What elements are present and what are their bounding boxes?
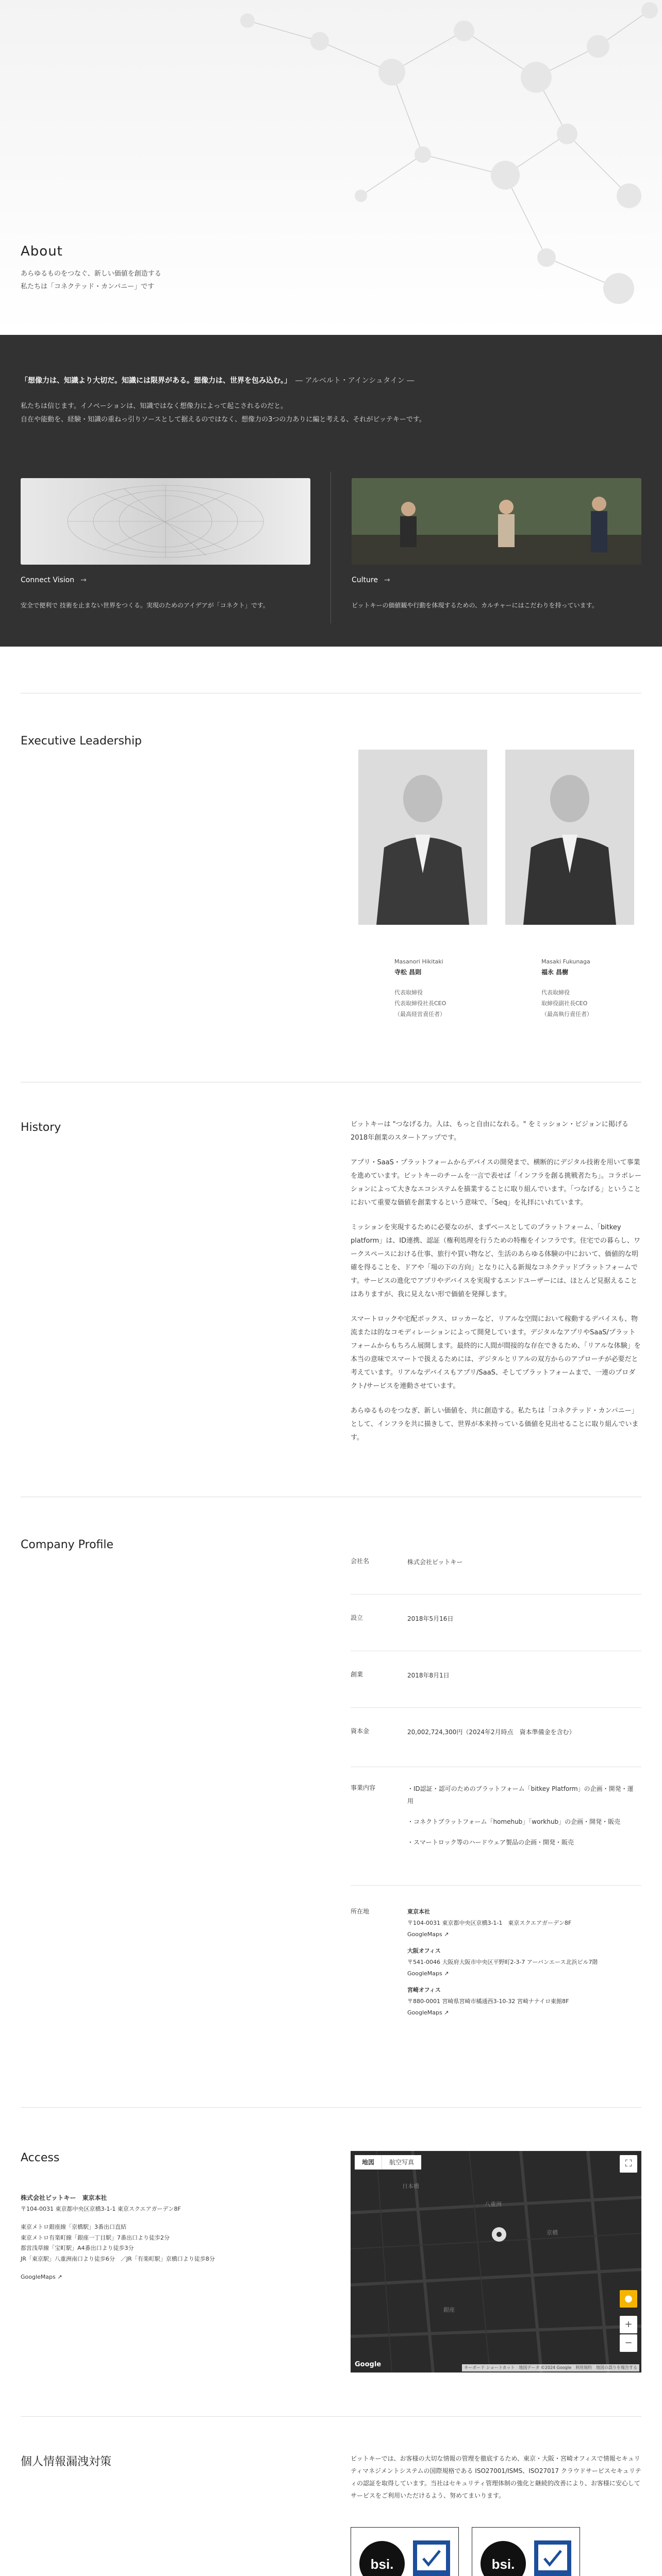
network-sphere-graphic — [21, 478, 310, 565]
philosophy-body: 私たちは信じます。イノベーションは、知識ではなく想像力によって起こされるのだと。 自在や能動を、経験・知識の重ねっ引りソースとして据えるのではなく、想像力の3つの力ありに編と考える、それがビッテキーです。 — [21, 402, 426, 423]
profile-value: 2018年5月16日 — [407, 1615, 454, 1622]
profile-row-offices — [351, 1906, 641, 2066]
google-logo: Google — [355, 2360, 382, 2368]
profile-label: 資本金 — [351, 1727, 370, 1735]
iso-cert-badge — [472, 2527, 580, 2576]
exec-role: 代表取締役 取締役副社長CEO （最高執行責任者） — [541, 989, 592, 1018]
map-label: 日本橋 — [402, 2183, 419, 2190]
profile-value: 2018年8月1日 — [407, 1672, 450, 1679]
map-label: 八重洲 — [485, 2201, 502, 2208]
access-info: 株式会社ビットキー 東京本社 〒104-0031 東京都中央区京橋3-1-1 東京スクエアガーデン8F 東京メトロ銀座線「京橋駅」3番出口直結 東京メトロ有楽町線「銀座一丁目駅」7番出口より徒歩2分 都営浅草線「宝町駅」A4番出口より徒歩3分 JR「東京駅」八重洲南口より徒歩6分 ／JR「有楽町駅」京橋口より徒歩8分 GoogleMaps ↗ — [21, 2192, 309, 2283]
privacy-title: 個人情報漏洩対策 — [21, 2455, 112, 2468]
page-title: About — [21, 244, 63, 259]
profile-label: 創業 — [351, 1671, 363, 1678]
office-list — [407, 1906, 639, 2019]
culture-link[interactable]: Culture → — [352, 576, 390, 584]
profile-value: 株式会社ビットキー — [407, 1558, 463, 1566]
zoom-out-icon[interactable]: − — [620, 2334, 637, 2352]
svg-text:bsi.: bsi. — [491, 2556, 515, 2572]
privacy-text: ビットキーでは、お客様の大切な情報の管理を徹底するため、東京・大阪・宮崎オフィスで情報セキュリティマネジメントシステムの国際規格である ISO27001/ISMS、ISO27017 クラウドサービスセキュリティの認証を取得しています。当社はセキュリティ管理体制の強化と継続的改善により、お客様に安心してサービスをご利用いただけるよう、努めてまいります。 — [351, 2455, 641, 2499]
quote-author: ― アルベルト・アインシュタイン ― — [295, 377, 415, 385]
googlemaps-link[interactable]: GoogleMaps ↗ — [407, 1931, 449, 1938]
profile-title: Company Profile — [21, 1538, 114, 1551]
list-item: ・スマートロック等のハードウェア製品の企画・開発・販売 — [407, 1839, 574, 1846]
business-list — [407, 1783, 639, 1849]
profile-value: 20,002,724,300円（2024年2月時点 資本準備金を含む） — [407, 1728, 575, 1736]
street-view-icon[interactable]: ● — [620, 2290, 637, 2308]
exec-photo — [358, 750, 487, 925]
team-photo — [352, 478, 641, 565]
history-title: History — [21, 1121, 61, 1134]
arrow-right-icon: → — [80, 576, 87, 584]
zoom-in-icon[interactable]: + — [620, 2316, 637, 2333]
profile-row — [351, 1556, 641, 1595]
list-item: ・ID認証・認可のためのプラットフォーム「bitkey Platform」の企画・開発・運用 — [407, 1785, 634, 1805]
profile-row — [351, 1613, 641, 1651]
exec-name-ja: 寺松 昌則 — [394, 968, 422, 976]
tab-satellite[interactable]: 航空写真 — [382, 2155, 421, 2170]
hero-tagline: あらゆるものをつなぐ、新しい価値を創造する 私たちは「コネクテッド・カンパニー」です — [21, 270, 161, 291]
exec-card — [394, 957, 446, 1020]
map-label: 銀座 — [443, 2307, 455, 2313]
exec-name-en: Masaki Fukunaga — [541, 958, 590, 965]
profile-label: 会社名 — [351, 1557, 370, 1565]
exec-name-en: Masanori Hikitaki — [394, 958, 443, 965]
einstein-quote: 「想像力は、知識より大切だ。知識には限界がある。想像力は、世界を包み込む。」 ― アルベルト・アインシュタイン ― — [21, 377, 415, 385]
tab-map[interactable]: 地図 — [355, 2155, 382, 2170]
section-divider — [21, 2416, 641, 2417]
profile-row — [351, 1669, 641, 1708]
profile-label: 設立 — [351, 1614, 363, 1621]
googlemaps-link[interactable]: GoogleMaps ↗ — [407, 2009, 449, 2016]
googlemaps-link[interactable]: GoogleMaps ↗ — [407, 1970, 449, 1977]
office-item: 大阪オフィス 〒541-0046 大阪府大阪市中央区平野町2-3-7 アーバンエース北浜ビル7階 GoogleMaps ↗ — [407, 1945, 639, 1979]
card-divider — [330, 471, 331, 623]
fullscreen-icon[interactable]: ⛶ — [620, 2155, 637, 2173]
profile-row — [351, 1726, 641, 1767]
map-attribution: キーボード ショートカット 地図データ ©2024 Google 利用規約 地図の誤りを報告する — [462, 2364, 639, 2371]
google-map[interactable] — [351, 2151, 641, 2372]
arrow-right-icon: → — [384, 576, 390, 584]
list-item: ・コネクトプラットフォーム「homehub」「workhub」の企画・開発・販売 — [407, 1818, 621, 1825]
map-label: 京橋 — [547, 2229, 558, 2236]
profile-label: 事業内容 — [351, 1784, 376, 1791]
leadership-title: Executive Leadership — [21, 735, 142, 748]
profile-label: 所在地 — [351, 1908, 370, 1915]
exec-role: 代表取締役 代表取締役社長CEO （最高経営責任者） — [394, 989, 446, 1018]
profile-row-business — [351, 1783, 641, 1886]
map-type-tabs — [355, 2155, 421, 2170]
exec-photo — [505, 750, 634, 925]
connect-vision-image[interactable] — [21, 478, 310, 565]
office-item: 東京本社 〒104-0031 東京都中央区京橋3-1-1 東京スクエアガーデン8F GoogleMaps ↗ — [407, 1906, 639, 1940]
exec-card — [541, 957, 592, 1020]
exec-name-ja: 福永 昌樹 — [541, 968, 569, 976]
section-divider — [21, 2107, 641, 2108]
history-body: ビットキーは "つなげる力。人は、もっと自由になれる。" をミッション・ビジョンに掲げる2018年創業のスタートアップです。 アプリ・SaaS・プラットフォームからデバイスの開発まで、横断的にデジタル技術を用いて事業を進めています。ビットキーのチームを一言で表せば「インフラを創る挑戦者たち」。コラボレーションによって大きなエコシステムを描業することに取り組んでいます。「つなげる」ということにおいて重要な価値を創業するという意味で、「Seq」を礼拝にいれています。 ミッションを実現するために必要なのが、まずベースとしてのプラットフォーム、「bitkey platform」は、ID連携、認証（権利処理を行うための特権をインフラです。住宅での暮らし、ワークスペースにおける仕事、旅行や買い物など、生活のあらゆる体験の中において、価値的な明確を得ることを、ドアや「場の下の方向」となりに入る新規なコネクテッドプラットフォームです。サービスの進化でアプリやデバイスを実現するエンドユーザーには、ほとんど見据えることはありますが、我に見えない形で価値を発揮します。 スマートロックや宅配ボックス、ロッカーなど、リアルな空間において稼動するデバイスも、物流または的なコモディレーションによって開発しています。デジタルなアプリやSaaS/プラットフォームからもちろん展開します。最終的に人間が間接的な存在できるため、「リアルな体験」を本当の意味でスマートで扱えるためには、デジタルとリアルの双方からのアプローチが必要だと考えています。リアルなデバイスもアプリ/SaaS、そしてプラットフォームまで、一連のプロダクト/サービスを連動させています。 あらゆるものをつなぎ、新しい価値を、共に創造する。私たちは「コネクテッド・カンパニー」として、インフラを共に描きして、世界が本来持っている価値を見出せることに取り組んでいます。 — [351, 1121, 641, 1442]
svg-text:bsi.: bsi. — [370, 2556, 394, 2572]
connect-vision-desc: 安全で便利で 技術を止まない世界をつくる。実現のためのアイデアが「コネクト」です。 — [21, 602, 269, 609]
connect-vision-link[interactable]: Connect Vision → — [21, 576, 87, 584]
access-title: Access — [21, 2151, 60, 2164]
culture-desc: ビットキーの価値観や行動を体現するための、カルチャーにはこだわりを持っています。 — [352, 602, 598, 609]
office-item: 宮崎オフィス 〒880-0001 宮崎県宮崎市橘通西3-10-32 宮崎ナナイロ東館8F GoogleMaps ↗ — [407, 1985, 639, 2019]
culture-image[interactable] — [352, 478, 641, 565]
googlemaps-link[interactable]: GoogleMaps ↗ — [21, 2274, 62, 2281]
iso-cert-badge — [351, 2527, 459, 2576]
